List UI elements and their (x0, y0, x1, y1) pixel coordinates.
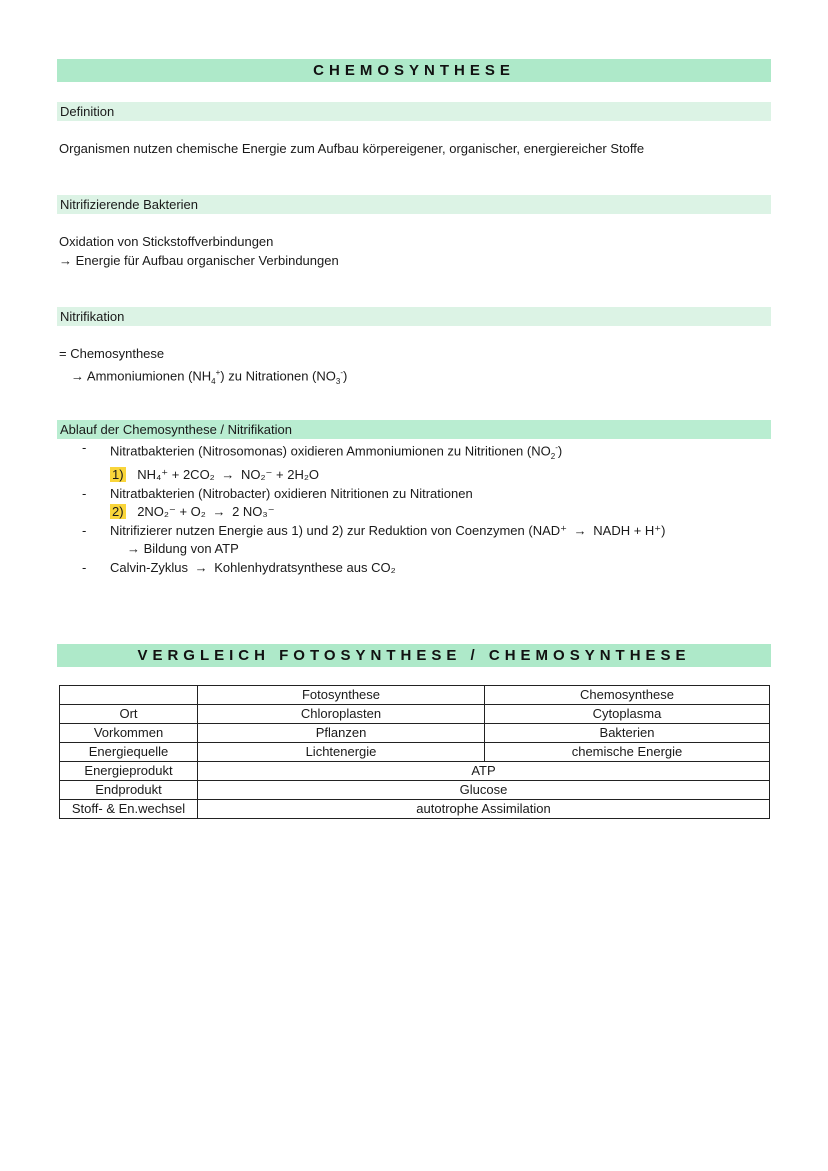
section-heading-process: Ablauf der Chemosynthese / Nitrifikation (57, 420, 771, 439)
list-item: - Nitrifizierer nutzen Energie aus 1) und 2) zur Reduktion von Coenzymen (NAD⁺ → NADH + H⁺) (82, 522, 666, 538)
table-row: Ort Chloroplasten Cytoplasma (60, 705, 770, 724)
step-1-highlight: 1) (112, 467, 124, 483)
section-heading-nitrification: Nitrifikation (57, 307, 771, 326)
arrow-icon: → (59, 253, 72, 268)
nitrifying-line-2: → Energie für Aufbau organischer Verbindungen (59, 253, 339, 268)
table-row: Endprodukt Glucose (60, 781, 770, 800)
nitrification-line-1: = Chemosynthese (59, 346, 165, 361)
section-heading-definition: Definition (57, 102, 771, 121)
reaction-2: 2) 2NO₂⁻ + O₂ → 2 NO₃⁻ (112, 504, 275, 520)
table-row: Stoff- & En.wechsel autotrophe Assimilation (60, 800, 770, 819)
arrow-icon: → (221, 467, 235, 483)
process-list (82, 439, 666, 577)
arrow-icon: → (573, 522, 587, 538)
step-2-highlight: 2) (112, 504, 124, 520)
table-header-row: Fotosynthese Chemosynthese (60, 686, 770, 705)
definition-text: Organismen nutzen chemische Energie zum Aufbau körpereigener, organischer, energiereicher Stoffe (59, 141, 645, 156)
table-row: Vorkommen Pflanzen Bakterien (60, 724, 770, 743)
reaction-1: 1) NH₄⁺ + 2CO₂ → NO₂⁻ + 2H₂O (112, 467, 319, 483)
arrow-icon: → (71, 368, 84, 384)
atp-line: → Bildung von ATP (127, 541, 239, 557)
table-row: Energiequelle Lichtenergie chemische Energie (60, 743, 770, 762)
arrow-icon: → (212, 504, 226, 520)
comparison-table (59, 685, 770, 819)
nitrification-line-2: → Ammoniumionen $(NH_4^+)$ zu Nitrationen $(NO_3^-)$ (71, 368, 348, 386)
arrow-icon: → (194, 559, 208, 575)
nitrifying-line-1: Oxidation von Stickstoffverbindungen (59, 234, 274, 249)
page-title: CHEMOSYNTHESE (57, 59, 771, 82)
comparison-title: VERGLEICH FOTOSYNTHESE / CHEMOSYNTHESE (57, 644, 771, 667)
list-item: - Nitratbakterien (Nitrosomonas) oxidieren Ammoniumionen zu Nitritionen $(NO_2^-)$ (82, 440, 563, 461)
list-item: - Nitratbakterien (Nitrobacter) oxidieren Nitritionen zu Nitrationen (82, 485, 473, 501)
table-row: Energieprodukt ATP (60, 762, 770, 781)
section-heading-nitrifying-bacteria: Nitrifizierende Bakterien (57, 195, 771, 214)
arrow-icon: → (127, 541, 140, 557)
list-item: - Calvin-Zyklus → Kohlenhydratsynthese aus CO₂ (82, 559, 396, 575)
